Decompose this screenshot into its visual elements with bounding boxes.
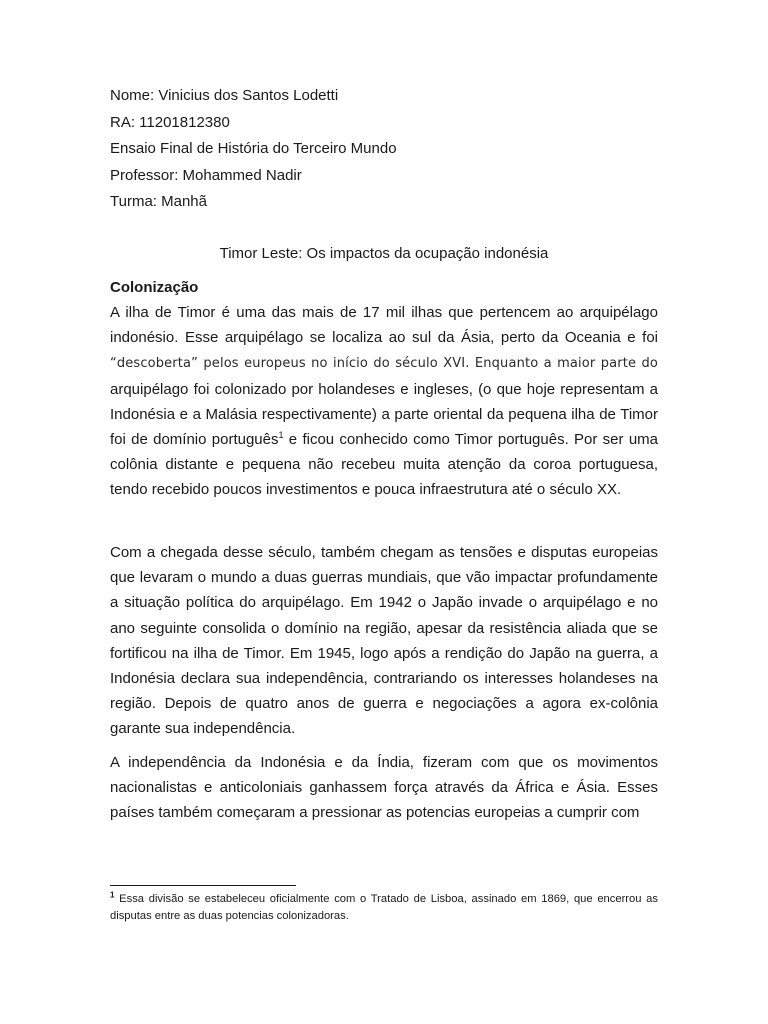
professor-name: Professor: Mohammed Nadir bbox=[110, 166, 302, 184]
paragraph-1-part-a: A ilha de Timor é uma das mais de 17 mil ilhas que pertencem ao arquipélago indonésio. Esse arquipélago se localiza ao sul da Ásia, perto da Oceania e foi bbox=[110, 304, 658, 347]
paragraph-1-part-c: arquipélago foi colonizado por holandeses e ingleses, (o que hoje representam a Indonésia e a Malásia respectivamente) a parte oriental da pequena ilha de Timor foi de domínio português bbox=[110, 380, 658, 449]
student-ra: RA: 11201812380 bbox=[110, 113, 230, 131]
essay-name: Ensaio Final de História do Terceiro Mundo bbox=[110, 140, 397, 157]
paragraph-3: A independência da Indonésia e da Índia, fizeram com que os movimentos nacionalistas e anticoloniais ganhassem força através da África e Ásia. Esses países também começaram a pressionar as potencias europeias a cumprir com bbox=[110, 754, 658, 822]
student-name: Nome: Vinicius dos Santos Lodetti bbox=[110, 87, 339, 104]
paragraph-1-part-b: “descoberta” pelos europeus no início do século XVI. Enquanto a maior parte do bbox=[110, 356, 658, 372]
section-heading: Colonização bbox=[110, 279, 199, 296]
footnote-separator bbox=[110, 885, 296, 886]
footnote-marker: 1 bbox=[110, 890, 115, 900]
paragraph-2: Com a chegada desse século, também chegam as tensões e disputas europeias que levaram o mundo a duas guerras mundiais, que vão impactar profundamente a situação política do arquipélago. Em 1942 o Japão invade o arquipélago e no ano seguinte consolida o domínio na região, apesar da resistência aliada que se fortificou na ilha de Timor. Em 1945, logo após a rendição do Japão na guerra, a Indonésia declara sua independência, contrariando os interesses holandeses na região. Depois de quatro anos de guerra e negociações a agora ex-colônia garante sua independência. bbox=[110, 544, 658, 738]
footnote-text: Essa divisão se estabeleceu oficialmente com o Tratado de Lisboa, assinado em 1869, que encerrou as disputas entre as duas potencias colonizadoras. bbox=[110, 893, 658, 922]
student-info bbox=[110, 83, 660, 216]
footnote bbox=[110, 891, 658, 925]
class-shift: Turma: Manhã bbox=[110, 193, 207, 210]
footnote-reference[interactable]: 1 bbox=[278, 430, 284, 441]
document-title: Timor Leste: Os impactos da ocupação indonésia bbox=[219, 245, 549, 262]
paragraph-1-part-d: e ficou conhecido como Timor português. Por ser uma colônia distante e pequena não recebeu muita atenção da coroa portuguesa, tendo recebido poucos investimentos e pouca infraestrutura até o século XX. bbox=[110, 431, 658, 499]
paragraph-1 bbox=[110, 300, 658, 503]
